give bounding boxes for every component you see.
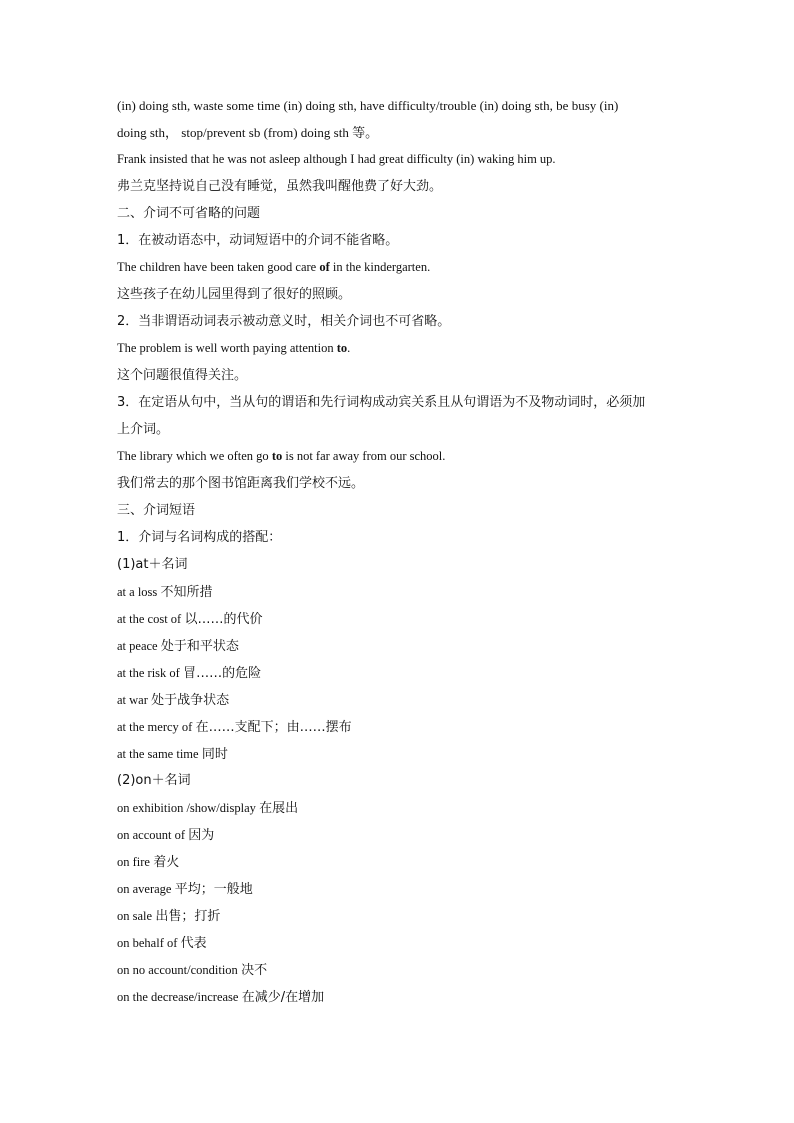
phrase-cn: 决不	[241, 963, 268, 978]
group-2-title: (2)on＋名词	[117, 773, 191, 788]
phrase-item	[117, 659, 697, 686]
section-2-rule-1: 1．在被动语态中，动词短语中的介词不能省略。	[117, 233, 399, 248]
phrase-item	[117, 713, 697, 740]
section-3-heading: 三、介词短语	[117, 503, 196, 518]
phrase-en: at war	[117, 693, 148, 707]
phrase-en: on account of	[117, 828, 186, 842]
section-2-example-2-en: The problem is well worth paying attention to.	[117, 341, 351, 355]
phrase-en: at peace	[117, 639, 158, 653]
phrase-cn: 代表	[180, 936, 207, 951]
phrase-cn: 平均；一般地	[174, 882, 253, 897]
phrase-cn: 着火	[153, 855, 180, 870]
phrase-item	[117, 632, 697, 659]
phrase-cn: 处于和平状态	[160, 639, 239, 654]
phrase-en: on average	[117, 882, 172, 896]
phrase-en: at the risk of	[117, 666, 180, 680]
intro-line-1: (in) doing sth, waste some time (in) doing sth, have difficulty/trouble (in) doing sth, be busy (in)	[117, 98, 619, 113]
group-1-title: (1)at＋名词	[117, 557, 188, 572]
phrase-item	[117, 821, 697, 848]
example-sentence-cn: 弗兰克坚持说自己没有睡觉，虽然我叫醒他费了好大劲。	[117, 179, 443, 194]
phrase-cn: 在展出	[259, 801, 299, 816]
document-page	[117, 92, 697, 1010]
section-2-example-1-en: The children have been taken good care of in the kindergarten.	[117, 260, 431, 274]
phrase-item	[117, 605, 697, 632]
phrase-cn: 不知所措	[160, 585, 213, 600]
phrase-item	[117, 686, 697, 713]
phrase-item	[117, 929, 697, 956]
phrase-cn: 冒……的危险	[183, 666, 262, 681]
phrase-cn: 在……支配下；由……摆布	[195, 720, 352, 735]
phrase-cn: 以……的代价	[184, 612, 263, 627]
phrase-item	[117, 578, 697, 605]
phrase-en: on exhibition /show/display	[117, 801, 256, 815]
phrase-item	[117, 902, 697, 929]
phrase-cn: 在减少/在增加	[241, 990, 325, 1005]
intro-line-2: doing sth， stop/prevent sb (from) doing sth 等。	[117, 125, 379, 140]
phrase-item	[117, 848, 697, 875]
phrase-en: at the mercy of	[117, 720, 193, 734]
phrase-en: at a loss	[117, 585, 158, 599]
phrase-cn: 因为	[188, 828, 215, 843]
phrase-cn: 同时	[201, 747, 228, 762]
phrase-en: on fire	[117, 855, 150, 869]
section-2-example-2-cn: 这个问题很值得关注。	[117, 368, 248, 383]
phrase-en: on sale	[117, 909, 153, 923]
group-2-list	[117, 794, 697, 1010]
section-2-heading: 二、介词不可省略的问题	[117, 206, 261, 221]
section-2-rule-3-line-2: 上介词。	[117, 422, 170, 437]
phrase-en: at the cost of	[117, 612, 182, 626]
phrase-en: at the same time	[117, 747, 199, 761]
section-3-rule-1: 1．介词与名词构成的搭配：	[117, 530, 282, 545]
section-2-example-3-cn: 我们常去的那个图书馆距离我们学校不远。	[117, 476, 365, 491]
phrase-item	[117, 875, 697, 902]
section-2-rule-2: 2．当非谓语动词表示被动意义时，相关介词也不可省略。	[117, 314, 451, 329]
example-sentence-en: Frank insisted that he was not asleep although I had great difficulty (in) waking him up.	[117, 152, 556, 166]
section-2-example-1-cn: 这些孩子在幼儿园里得到了很好的照顾。	[117, 287, 352, 302]
phrase-en: on the decrease/increase	[117, 990, 239, 1004]
phrase-en: on behalf of	[117, 936, 178, 950]
section-2-rule-3-line-1: 3．在定语从句中，当从句的谓语和先行词构成动宾关系且从句谓语为不及物动词时，必须加	[117, 395, 646, 410]
phrase-cn: 出售；打折	[155, 909, 221, 924]
section-2-example-3-en: The library which we often go to is not far away from our school.	[117, 449, 446, 463]
phrase-item	[117, 983, 697, 1010]
phrase-item	[117, 956, 697, 983]
phrase-item	[117, 740, 697, 767]
phrase-en: on no account/condition	[117, 963, 238, 977]
phrase-cn: 处于战争状态	[151, 693, 230, 708]
group-1-list	[117, 578, 697, 767]
phrase-item	[117, 794, 697, 821]
